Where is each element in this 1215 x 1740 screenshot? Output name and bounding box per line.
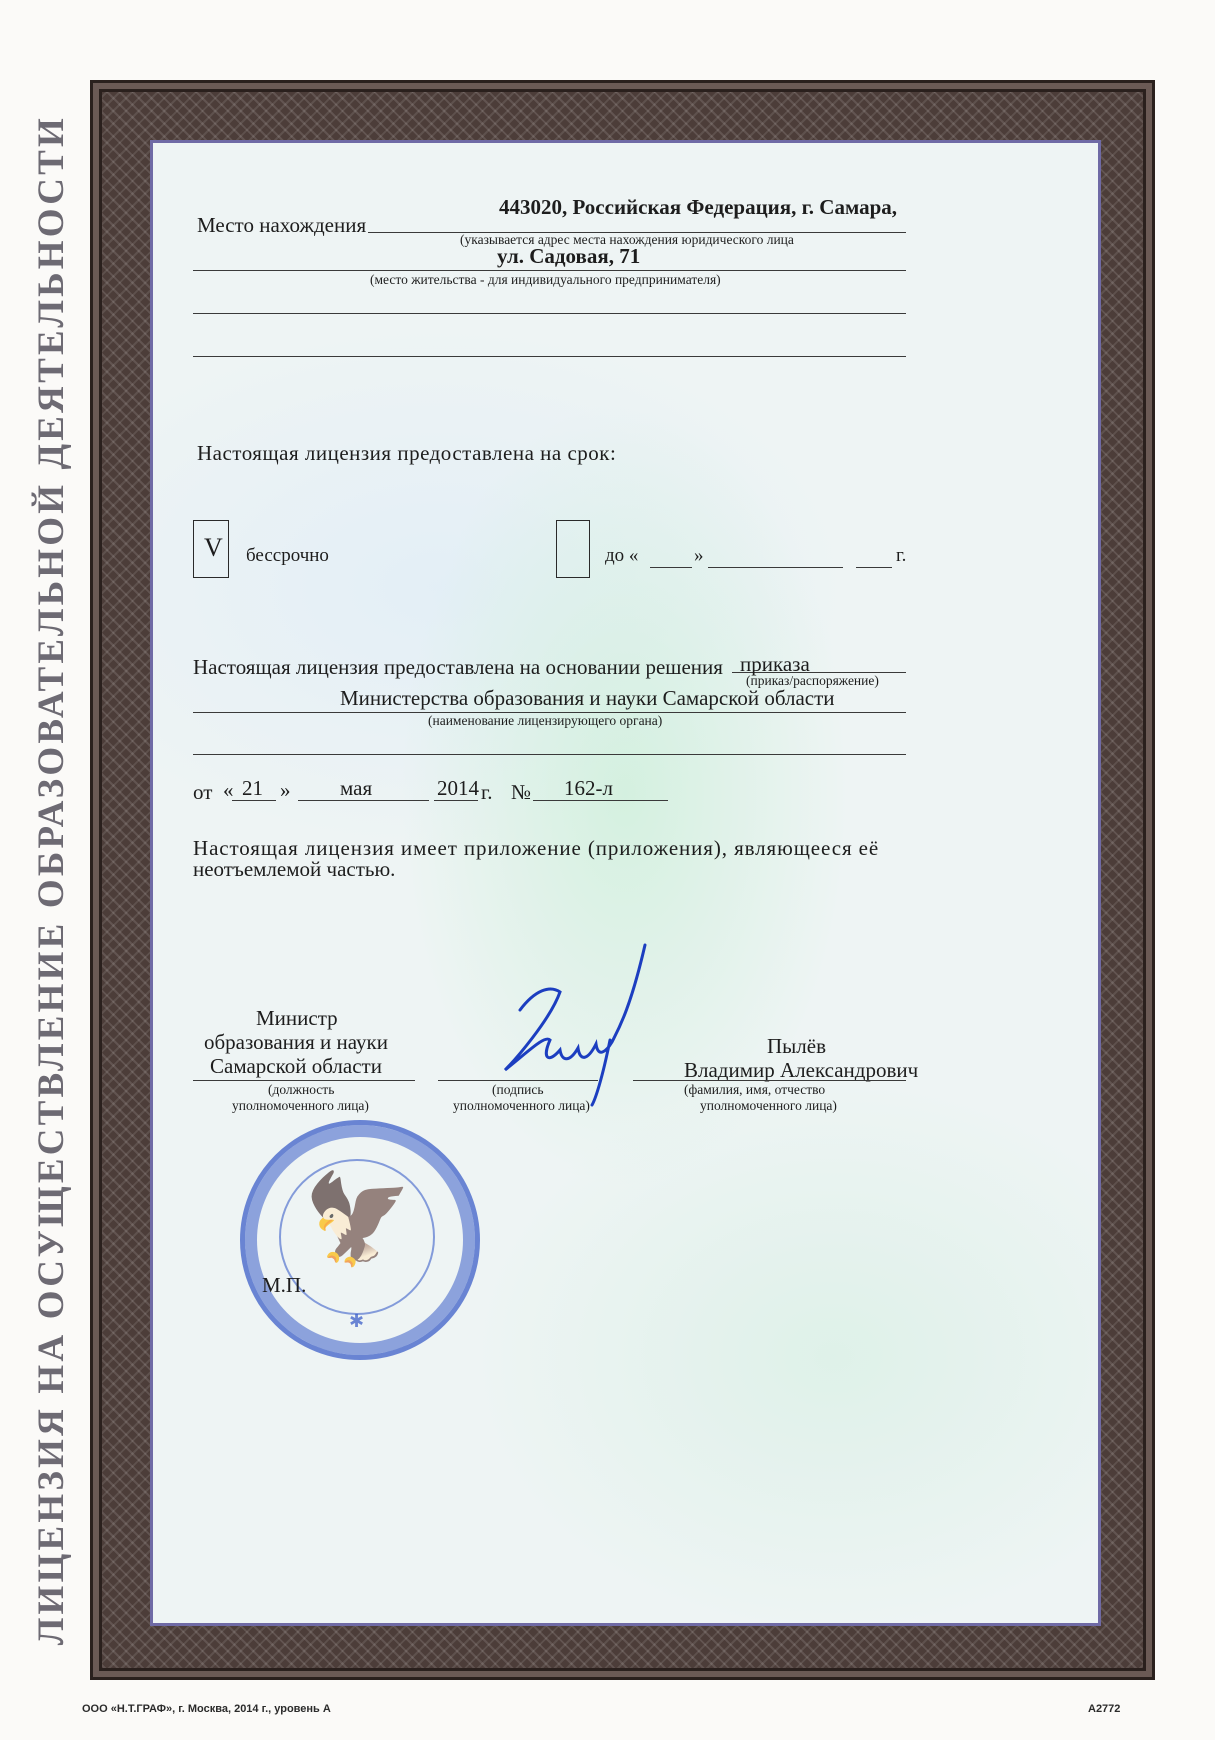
- position-line-1: Министр: [256, 1006, 338, 1030]
- position-line: [193, 1080, 415, 1081]
- check-mark: V: [204, 533, 223, 562]
- basis-label: Настоящая лицензия предоставлена на основании решения: [193, 655, 723, 679]
- side-title: [22, 114, 80, 1646]
- address-value-1: 443020, Российская Федерация, г. Самара,: [499, 195, 898, 219]
- signature-hint-1: (подпись: [492, 1082, 544, 1097]
- decision-type-hint: (приказ/распоряжение): [746, 673, 879, 688]
- date-day: 21: [242, 776, 263, 800]
- name-line-2: Владимир Александрович: [684, 1058, 919, 1082]
- seal-label: М.П.: [262, 1273, 307, 1297]
- name-hint-1: (фамилия, имя, отчество: [684, 1082, 826, 1097]
- position-hint-1: (должность: [268, 1082, 335, 1097]
- date-from: от: [193, 780, 213, 804]
- until-checkbox: [556, 520, 590, 578]
- authority-hint: (наименование лицензирующего органа): [428, 713, 663, 728]
- name-line: [633, 1080, 906, 1081]
- until-year-line: [856, 567, 892, 568]
- form-code: А2772: [1088, 1703, 1121, 1715]
- name-line-1: Пылёв: [767, 1034, 826, 1058]
- until-prefix: до «: [605, 545, 639, 566]
- address-value-2: ул. Садовая, 71: [497, 244, 641, 268]
- date-close-quote: »: [280, 778, 291, 802]
- term-label: Настоящая лицензия предоставлена на срок:: [197, 441, 617, 465]
- position-line-3: Самарской области: [210, 1054, 382, 1078]
- signature-hint-2: уполномоченного лица): [453, 1098, 590, 1113]
- document-field: [150, 140, 1101, 1626]
- position-hint-2: уполномоченного лица): [232, 1098, 369, 1113]
- until-mid: »: [694, 545, 704, 566]
- position-line-2: образования и науки: [204, 1030, 388, 1054]
- date-year-suffix: г.: [481, 780, 493, 804]
- address-line-2: [193, 270, 906, 271]
- until-month-line: [708, 567, 843, 568]
- address-label: Место нахождения: [197, 213, 367, 237]
- indefinite-label: бессрочно: [246, 545, 329, 566]
- address-hint-2: (место жительства - для индивидуального предпринимателя): [370, 272, 721, 287]
- address-line-3: [193, 313, 906, 314]
- authority-name: Министерства образования и науки Самарской области: [340, 686, 835, 710]
- number-sign: №: [511, 780, 532, 804]
- license-number: 162-л: [564, 776, 613, 800]
- indefinite-checkbox: [193, 520, 229, 578]
- coat-of-arms-icon: 🦅: [303, 1172, 413, 1269]
- date-open-quote: «: [223, 778, 234, 802]
- official-seal: [240, 1120, 480, 1360]
- date-year: 2014: [437, 776, 479, 800]
- appendix-line-2: неотъемлемой частью.: [193, 857, 396, 881]
- appendix-line-1: Настоящая лицензия имеет приложение (приложения), являющееся её: [193, 836, 880, 860]
- printer-info: ООО «Н.Т.ГРАФ», г. Москва, 2014 г., уровень А: [82, 1703, 331, 1715]
- until-day-line: [650, 567, 692, 568]
- side-title-text: ЛИЦЕНЗИЯ НА ОСУЩЕСТВЛЕНИЕ ОБРАЗОВАТЕЛЬНОЙ ДЕЯТЕЛЬНОСТИ: [30, 114, 72, 1646]
- date-month: мая: [340, 776, 373, 800]
- authority-line-2: [193, 754, 906, 755]
- signature-line: [438, 1080, 598, 1081]
- name-hint-2: уполномоченного лица): [700, 1098, 837, 1113]
- until-suffix: г.: [896, 545, 907, 566]
- decision-type: приказа: [740, 652, 810, 676]
- star-icon: ✱: [349, 1311, 365, 1331]
- address-hint-1: (указывается адрес места нахождения юридического лица: [460, 232, 794, 247]
- address-line-4: [193, 356, 906, 357]
